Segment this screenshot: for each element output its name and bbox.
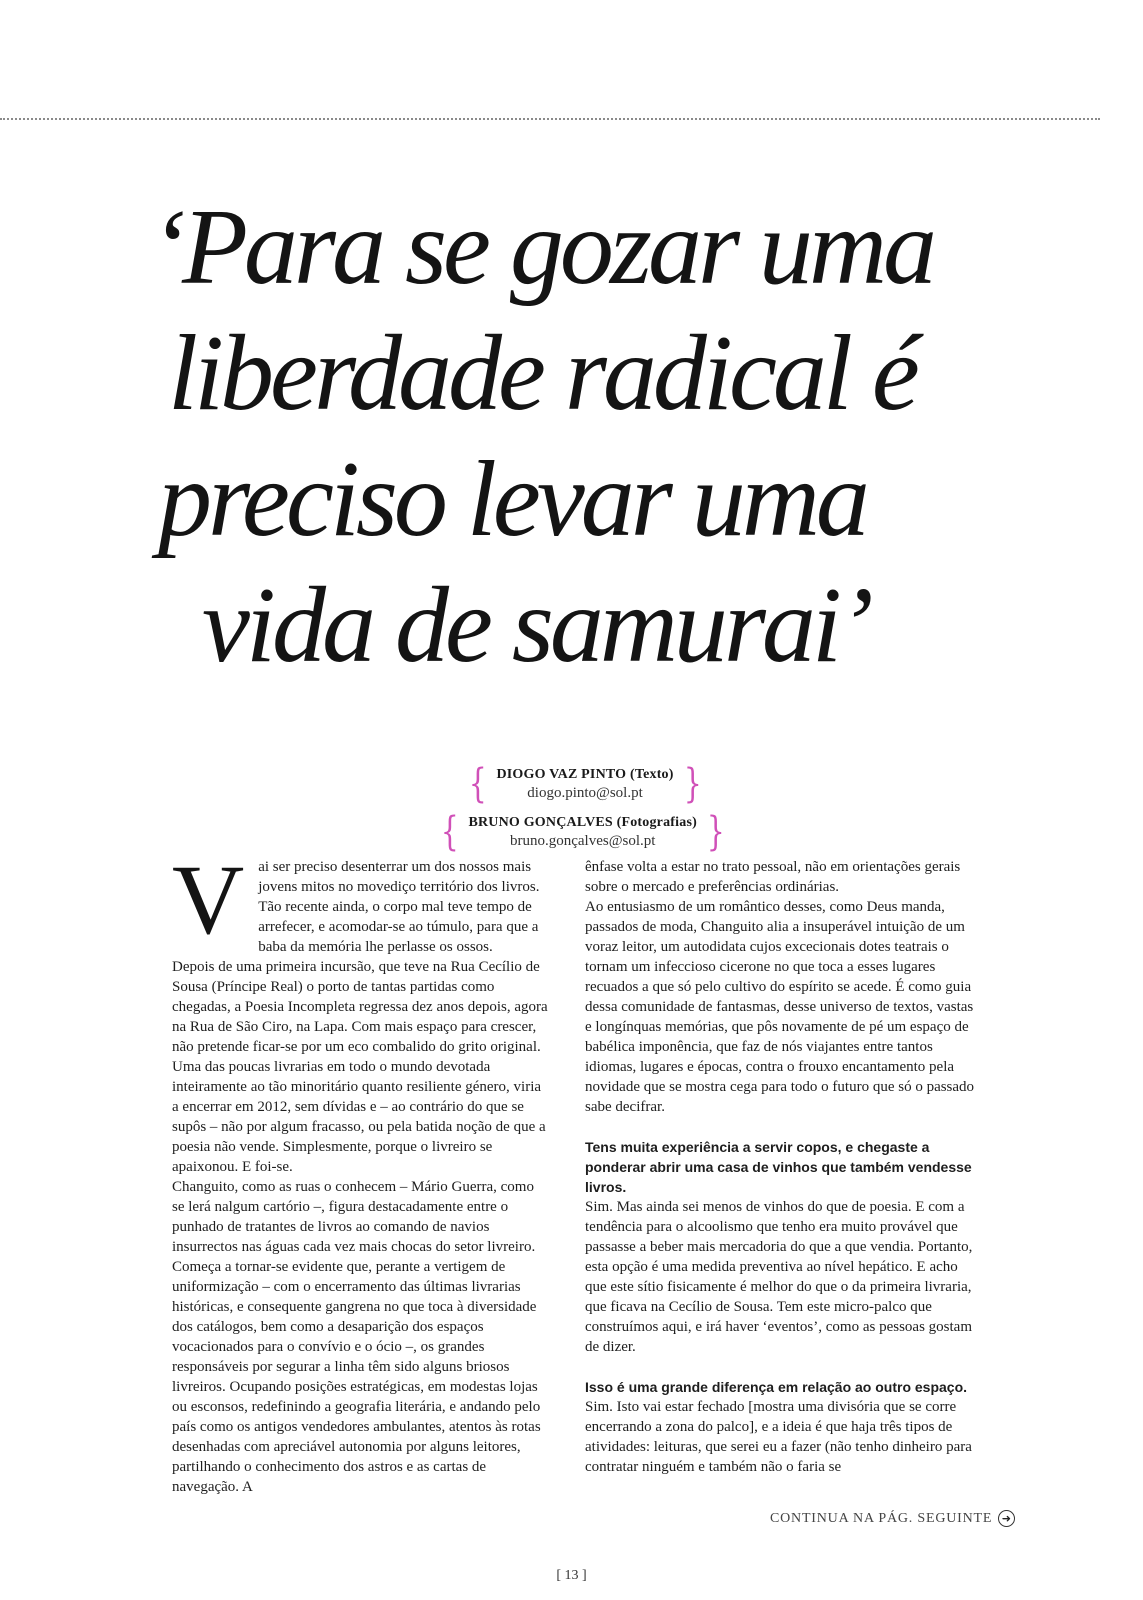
paragraph: Ao entusiasmo de um romântico desses, como Deus manda, passados de moda, Changuito alia a insuperável intuição de um voraz leitor, um autodidata cujos excecionais dotes teatrais o tornam um infeccioso cicerone no que toca a esses lugares recuados a que só pelo cultivo do espírito se acede. É como guia dessa comunidade de fantasmas, desse universo de textos, vastas e longínquas memórias, que pôs novamente de pé um espaço de babélica imponência, que faz de nós viajantes entre tantos idiomas, lugares e épocas, contra o frouxo encantamento pela novidade que se mostra cega para todo o futuro que só o passado sabe decifrar. [585,899,975,1115]
photographer-name: BRUNO GONÇALVES (Fotografias) [468,815,697,830]
paragraph: Depois de uma primeira incursão, que teve na Rua Cecílio de Sousa (Príncipe Real) o porto de tantas partidas como chegadas, a Poesia Incompleta regressa dez anos depois, agora na Rua de São Ciro, na Lapa. Com mais espaço para crescer, não pretende ficar-se por um eco combalido do grito original. Uma das poucas livrarias em todo o mundo devotada inteiramente ao tão minoritário quanto resiliente género, viria a encerrar em 2012, sem dívidas e – ao contrário do que se supôs – não por algum fracasso, ou pela batida noção de que a poesia não vende. Simplesmente, porque o livreiro se apaixonou. E foi-se. [172,959,548,1175]
continued-label: CONTINUA NA PÁG. SEGUINTE [770,1510,993,1526]
article-column-right [585,857,975,1477]
paragraph-intro: ai ser preciso desenterrar um dos nossos mais jovens mitos no movediço território dos livros. Tão recente ainda, o corpo mal teve tempo de arrefecer, e acomodar-se ao túmulo, para que a baba da memória lhe perlasse os ossos. [258,859,540,955]
article-column-left [172,844,550,1497]
interview-question: Tens muita experiência a servir copos, e chegaste a ponderar abrir uma casa de vinhos que também vendesse livros. [585,1139,972,1195]
headline-line-4: vida de samurai’ [202,566,870,685]
credit-photographer [437,809,728,855]
headline-line-3: preciso levar uma [158,440,866,559]
open-brace-icon: { [468,761,487,807]
headline [150,185,1050,689]
interview-answer: Sim. Isto vai estar fechado [mostra uma divisória que se corre encerrando a zona do palco], e a ideia é que haja três tipos de atividades: leituras, que serei eu a fazer (não tenho dinheiro para contratar ninguém e também não o faria se [585,1399,972,1475]
open-brace-icon: { [440,809,459,855]
paragraph: Changuito, como as ruas o conhecem – Mário Guerra, como se lerá nalgum cartório –, figura destacadamente entre o punhado de tratantes de livros ao comando de navios insurrectos nas águas cada vez mais chocas do setor livreiro. Começa a tornar-se evidente que, perante a vertigem de uniformização – com o encerramento das últimas livrarias históricas, e consequente gangrena no que toca à diversidade dos catálogos, bem como a desaparição dos espaços vocacionados para o convívio e o ócio –, os grandes responsáveis por segurar a linha têm sido alguns briosos livreiros. Ocupando posições estratégicas, em modestas lojas ou esconsos, redefinindo a geografia literária, e andando pelo país como os antigos vendedores ambulantes, atentos às rotas desenhadas com apreciável autonomia por alguns leitores, partilhando o conhecimento dos astros e as cartas de navegação. A [172,1179,541,1495]
credit-text-author [465,761,705,807]
credit-photo-block [468,814,697,850]
credit-text-block [496,766,673,802]
interview-answer: Sim. Mas ainda sei menos de vinhos do que de poesia. E com a tendência para o alcoolismo que tenho era muito provável que passasse a beber mais mercadoria do que a que vendia. Portanto, esta opção é uma medida preventiva ao nível hepático. E acho que este sítio fisicamente é melhor do que o da primeira livraria, que ficava na Cecílio de Sousa. Tem este micro-palco que construímos aqui, e irá haver ‘eventos’, como as pessoas gostam de dizer. [585,1199,973,1355]
headline-line-2: liberdade radical é [168,314,916,433]
close-brace-icon: } [683,761,702,807]
top-dotted-rule [0,118,1100,120]
photographer-email: bruno.gonçalves@sol.pt [509,833,656,849]
continued-next-page [770,1510,1015,1527]
paragraph: ênfase volta a estar no trato pessoal, não em orientações gerais sobre o mercado e preferências ordinárias. [585,859,961,895]
page-number: [ 13 ] [556,1568,587,1583]
author-name: DIOGO VAZ PINTO (Texto) [496,767,674,782]
arrow-right-circle-icon: ➜ [998,1510,1015,1527]
interview-question: Isso é uma grande diferença em relação ao outro espaço. [585,1379,968,1395]
drop-cap: V [172,844,245,955]
author-email: diogo.pinto@sol.pt [527,785,643,801]
headline-line-1: ‘Para se gozar uma [150,188,933,307]
close-brace-icon: } [706,809,725,855]
